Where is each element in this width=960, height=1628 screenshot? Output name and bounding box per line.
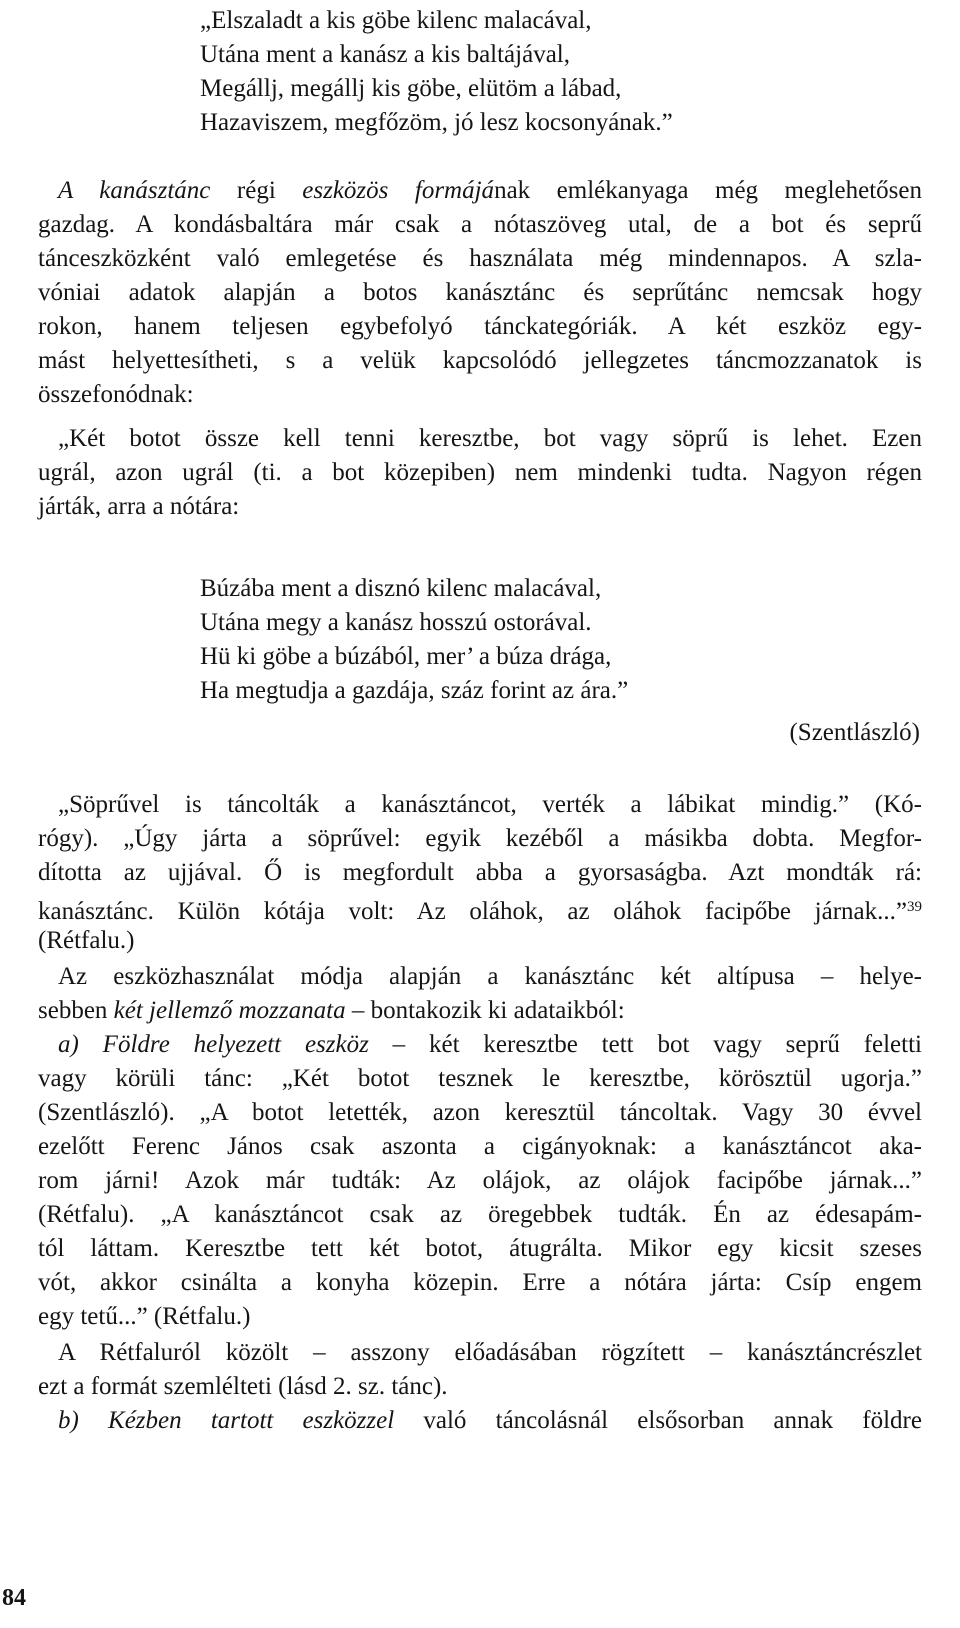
paragraph-line: (Rétfalu.) (38, 927, 135, 954)
paragraph-line: vagy körüli tánc: „Két botot tesznek le keresztbe, körösztül ugorja.” (38, 1065, 922, 1092)
paragraph-line: (Szentlászló). „A botot letették, azon keresztül táncoltak. Vagy 30 évvel (38, 1099, 922, 1126)
paragraph-line: összefonódnak: (38, 381, 194, 408)
paragraph-line: rom járni! Azok már tudták: Az olájok, az olájok facipőbe járnak...” (38, 1167, 922, 1194)
subsection-label: a) Földre helyezett eszköz (58, 1031, 369, 1058)
verse-line: Utána megy a kanász hosszú ostorával. (200, 609, 592, 636)
paragraph-line: kanásztánc. Külön kótája volt: Az oláhok, az oláhok facipőbe járnak...”$^{39}$ (38, 898, 922, 925)
verse-line: Búzába ment a disznó kilenc malacával, (200, 575, 602, 602)
verse-line: Ha megtudja a gazdája, száz forint az ára.” (200, 677, 629, 704)
list-item-line: a) Földre helyezett eszköz – két keresztbe tett bot vagy seprű feletti (58, 1031, 922, 1058)
paragraph-line: mást helyettesítheti, s a velük kapcsolódó jellegzetes táncmozzanatok is (38, 347, 922, 374)
paragraph-line: gazdag. A kondásbaltára már csak a nótaszöveg utal, de a bot és seprű (38, 211, 922, 238)
paragraph-line: dította az ujjával. Ő is megfordult abba a gyorsaságba. Azt mondták rá: (38, 859, 922, 886)
list-item-line: b) Kézben tartott eszközzel való táncolásnál elsősorban annak földre (58, 1407, 922, 1434)
footnote-ref: 39 (907, 899, 922, 915)
paragraph-line: tánceszközként való emlegetése és használata még mindennapos. A szla- (38, 245, 922, 272)
paragraph-line: A kanásztánc régi eszközös formájának emlékanyaga még meglehetősen (58, 177, 922, 204)
quote-line: „Két botot össze kell tenni keresztbe, bot vagy söprű is lehet. Ezen (58, 425, 922, 452)
italic-term: A kanásztánc (58, 177, 211, 204)
paragraph-line: ezt a formát szemlélteti (lásd 2. sz. tánc). (38, 1373, 448, 1400)
paragraph-line: A Rétfaluról közölt – asszony előadásában rögzített – kanásztáncrészlet (58, 1339, 922, 1366)
quote-line: járták, arra a nótára: (38, 493, 240, 520)
paragraph-line: tól láttam. Keresztbe tett két botot, átugrálta. Mikor egy kicsit szeses (38, 1235, 922, 1262)
paragraph-line: rokon, hanem teljesen egybefolyó tánckategóriák. A két eszköz egy- (38, 313, 922, 340)
italic-term: eszközös formájá (302, 177, 495, 204)
italic-term: két jellemző mozzanata (113, 997, 346, 1024)
paragraph-line: vóniai adatok alapján a botos kanásztánc és seprűtánc nemcsak hogy (38, 279, 922, 306)
quote-line: ugrál, azon ugrál (ti. a bot közepiben) nem mindenki tudta. Nagyon régen (38, 459, 922, 486)
paragraph-line: (Rétfalu). „A kanásztáncot csak az öregebbek tudták. Én az édesapám- (38, 1201, 922, 1228)
paragraph-line: „Söprűvel is táncolták a kanásztáncot, verték a lábikat mindig.” (Kó- (58, 791, 922, 818)
paragraph-line: rógy). „Úgy járta a söprűvel: egyik kezéből a másikba dobta. Megfor- (38, 825, 922, 852)
paragraph-line: ezelőtt Ferenc János csak aszonta a cigányoknak: a kanásztáncot aka- (38, 1133, 922, 1160)
subsection-label: b) Kézben tartott eszközzel (58, 1407, 395, 1434)
verse-line: „Elszaladt a kis göbe kilenc malacával, (200, 7, 592, 34)
paragraph-line: sebben két jellemző mozzanata – bontakozik ki adataikból: (38, 997, 625, 1024)
paragraph-line: Az eszközhasználat módja alapján a kanásztánc két altípusa – helye- (58, 963, 922, 990)
verse-line: Hü ki göbe a búzából, mer’ a búza drága, (200, 643, 612, 670)
source-attribution: (Szentlászló) (789, 719, 920, 746)
verse-line: Hazaviszem, megfőzöm, jó lesz kocsonyának.” (200, 109, 673, 136)
verse-line: Utána ment a kanász a kis baltájával, (200, 41, 570, 68)
paragraph-line: vót, akkor csinálta a konyha közepin. Erre a nótára járta: Csíp engem (38, 1269, 922, 1296)
page-number: 84 (2, 1585, 26, 1611)
paragraph-line: egy tetű...” (Rétfalu.) (38, 1303, 251, 1330)
verse-line: Megállj, megállj kis göbe, elütöm a lábad, (200, 75, 622, 102)
